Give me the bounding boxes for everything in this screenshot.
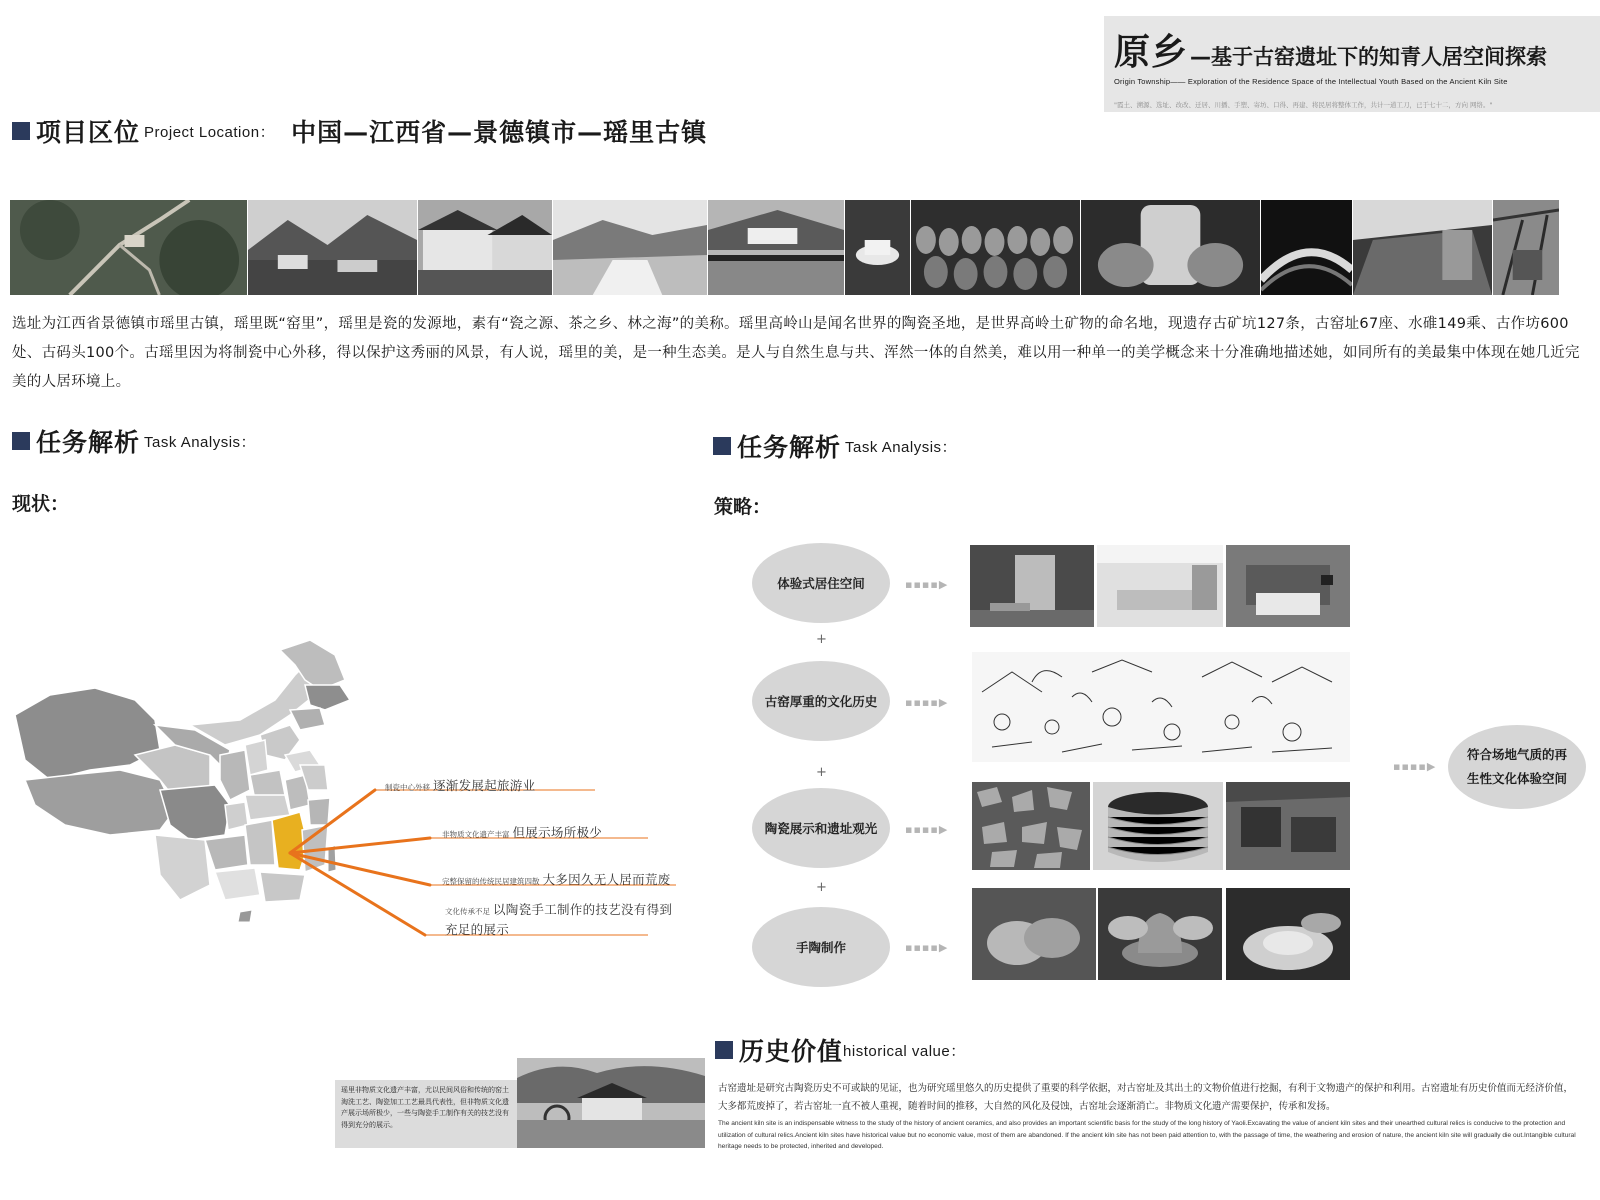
map-annotation-2 (442, 823, 602, 841)
kiln-photo (1093, 782, 1223, 870)
plus-icon: + (816, 765, 827, 780)
title-keywords: "霞土、溯源、选址、改改、迁居、川播、手塑、寄坊、口得、再建、将民居将整体工作，共计一道工刀，已于七十二，方向 网络。" (1114, 101, 1493, 109)
history-heading (715, 1032, 966, 1068)
annotation-text: 但展示场所极少 (512, 825, 603, 840)
result-line-1: 符合场地气质的再 (1466, 747, 1567, 762)
interior-photo-1 (970, 545, 1094, 627)
location-heading-zh: 项目区位 (36, 118, 141, 147)
square-icon (715, 1041, 733, 1059)
strategy-4: 手陶制作 (752, 907, 890, 987)
task-heading-right-zh: 任务解析 (737, 433, 842, 462)
handcraft-photo-3 (1226, 888, 1350, 980)
strategy-3: 陶瓷展示和遗址观光 (752, 788, 890, 868)
title-main: 原乡 (1114, 32, 1189, 73)
historic-illustration (972, 652, 1350, 762)
location-place: 中国—江西省—景德镇市—瑶里古镇 (291, 118, 708, 147)
annotation-text: 大多因久无人居而荒废 (542, 872, 671, 887)
history-text-zh: 古窑遗址是研究古陶瓷历史不可或缺的见证，也为研究瑶里悠久的历史提供了重要的科学依据，对古窑址及其出土的文物价值进行挖掘，有利于文物遗产的保护和利用。古窑遗址有历史价值而无经济价值，大多都荒废掉了，若古窑址一直不被人重视，随着时间的推移，大自然的风化及侵蚀，古窑址会逐渐消亡。非物质文化遗产需要保护，传承和发扬。 (718, 1083, 1574, 1112)
interior-photo-2 (1097, 545, 1223, 627)
title-english: Origin Township—— Exploration of the Residence Space of the Intellectual Youth Based on the Ancient Kiln Site (1114, 77, 1508, 86)
map-annotation-3 (442, 870, 671, 888)
arrow-icon: ▪▪▪▪▶ (1393, 760, 1437, 773)
square-icon (713, 437, 731, 455)
title-subtitle: —基于古窑遗址下的知青人居空间探索 (1190, 45, 1548, 69)
intro-paragraph: 选址为江西省景德镇市瑶里古镇，瑶里既“窑里”，瑶里是瓷的发源地，素有“瓷之源、茶之乡、林之海”的美称。瑶里高岭山是闻名世界的陶瓷圣地，是世界高岭土矿物的命名地，现遗存古矿坑127条，古窑址67座、水碓149乘、古作坊600处、古码头100个。古瑶里因为将制瓷中心外移，得以保护这秀丽的风景，有人说，瑶里的美，是一种生态美。是人与自然生息与共、浑然一体的自然美，难以用一种单一的美学概念来十分准确地描述她，如同所有的美最集中体现在她几近完美的人居环境上。 (12, 316, 1580, 390)
handcraft-photo-1 (972, 888, 1096, 980)
task-heading-right (713, 428, 957, 464)
arrow-icon: ▪▪▪▪▶ (905, 578, 949, 591)
history-text-en: The ancient kiln site is an indispensable witness to the study of the history of ancient ceramics, and also provides an important scientific basis for the study of the long history of Yaoli.Excavating the value of ancient kiln sites and their unearthed cultural relics is conducive to the protection and utilization of cultural relics.Ancient kiln sites have historical value but no economic value, most of them are abandoned. If the ancient kiln site has not been paid attention to, with the passage of time, the weathering and erosion of nature, the ancient kiln site will gradually die out.Intangible cultural heritage needs to be protected, inherited and developed. (718, 1120, 1576, 1150)
ruins-photo (1226, 782, 1350, 870)
arrow-icon: ▪▪▪▪▶ (905, 823, 949, 836)
annotation-text: 以陶瓷手工制作的技艺没有得到 (493, 902, 673, 917)
strategy-1: 体验式居住空间 (752, 543, 890, 623)
annotation-small: 完整保留的传统民居建筑四散 (442, 877, 540, 886)
arrow-icon: ▪▪▪▪▶ (905, 696, 949, 709)
annotation-text: 逐渐发展起旅游业 (433, 778, 536, 793)
strategy-label: 策略： (714, 496, 772, 518)
annotation-small: 制瓷中心外移 (385, 783, 430, 792)
handcraft-photo-2 (1098, 888, 1222, 980)
task-heading-left-zh: 任务解析 (36, 428, 141, 457)
result-line-2: 生性文化体验空间 (1466, 771, 1567, 786)
history-note: 瑶里非物质文化遗产丰富，尤以民间风俗和传统的窑土淘洗工艺、陶瓷加工工艺最具代表性，但非物质文化遗产展示场所极少，一些与陶瓷手工制作有关的技艺没有得到充分的展示。 (335, 1080, 517, 1148)
ceramic-shards-photo (972, 782, 1090, 870)
history-heading-zh: 历史价值 (739, 1037, 844, 1066)
history-heading-en: historical value： (843, 1042, 966, 1060)
interior-photo-3 (1226, 545, 1350, 627)
map-annotation-4 (445, 900, 672, 918)
result-ellipse (1448, 725, 1586, 809)
plus-icon: + (816, 880, 827, 895)
plus-icon: + (816, 632, 827, 647)
village-photo (517, 1058, 705, 1148)
annotation-text: 充足的展示 (445, 922, 510, 937)
status-label: 现状： (12, 493, 70, 515)
location-heading-en: Project Location： (144, 123, 276, 141)
task-heading-right-en: Task Analysis： (845, 438, 958, 456)
annotation-small: 文化传承不足 (445, 907, 490, 916)
annotation-small: 非物质文化遗产丰富 (442, 830, 510, 839)
arrow-icon: ▪▪▪▪▶ (905, 941, 949, 954)
task-heading-left-en: Task Analysis： (144, 433, 257, 451)
strategy-2: 古窑厚重的文化历史 (752, 661, 890, 741)
map-annotation-4-cont (445, 920, 509, 938)
map-annotation-1 (385, 776, 535, 794)
